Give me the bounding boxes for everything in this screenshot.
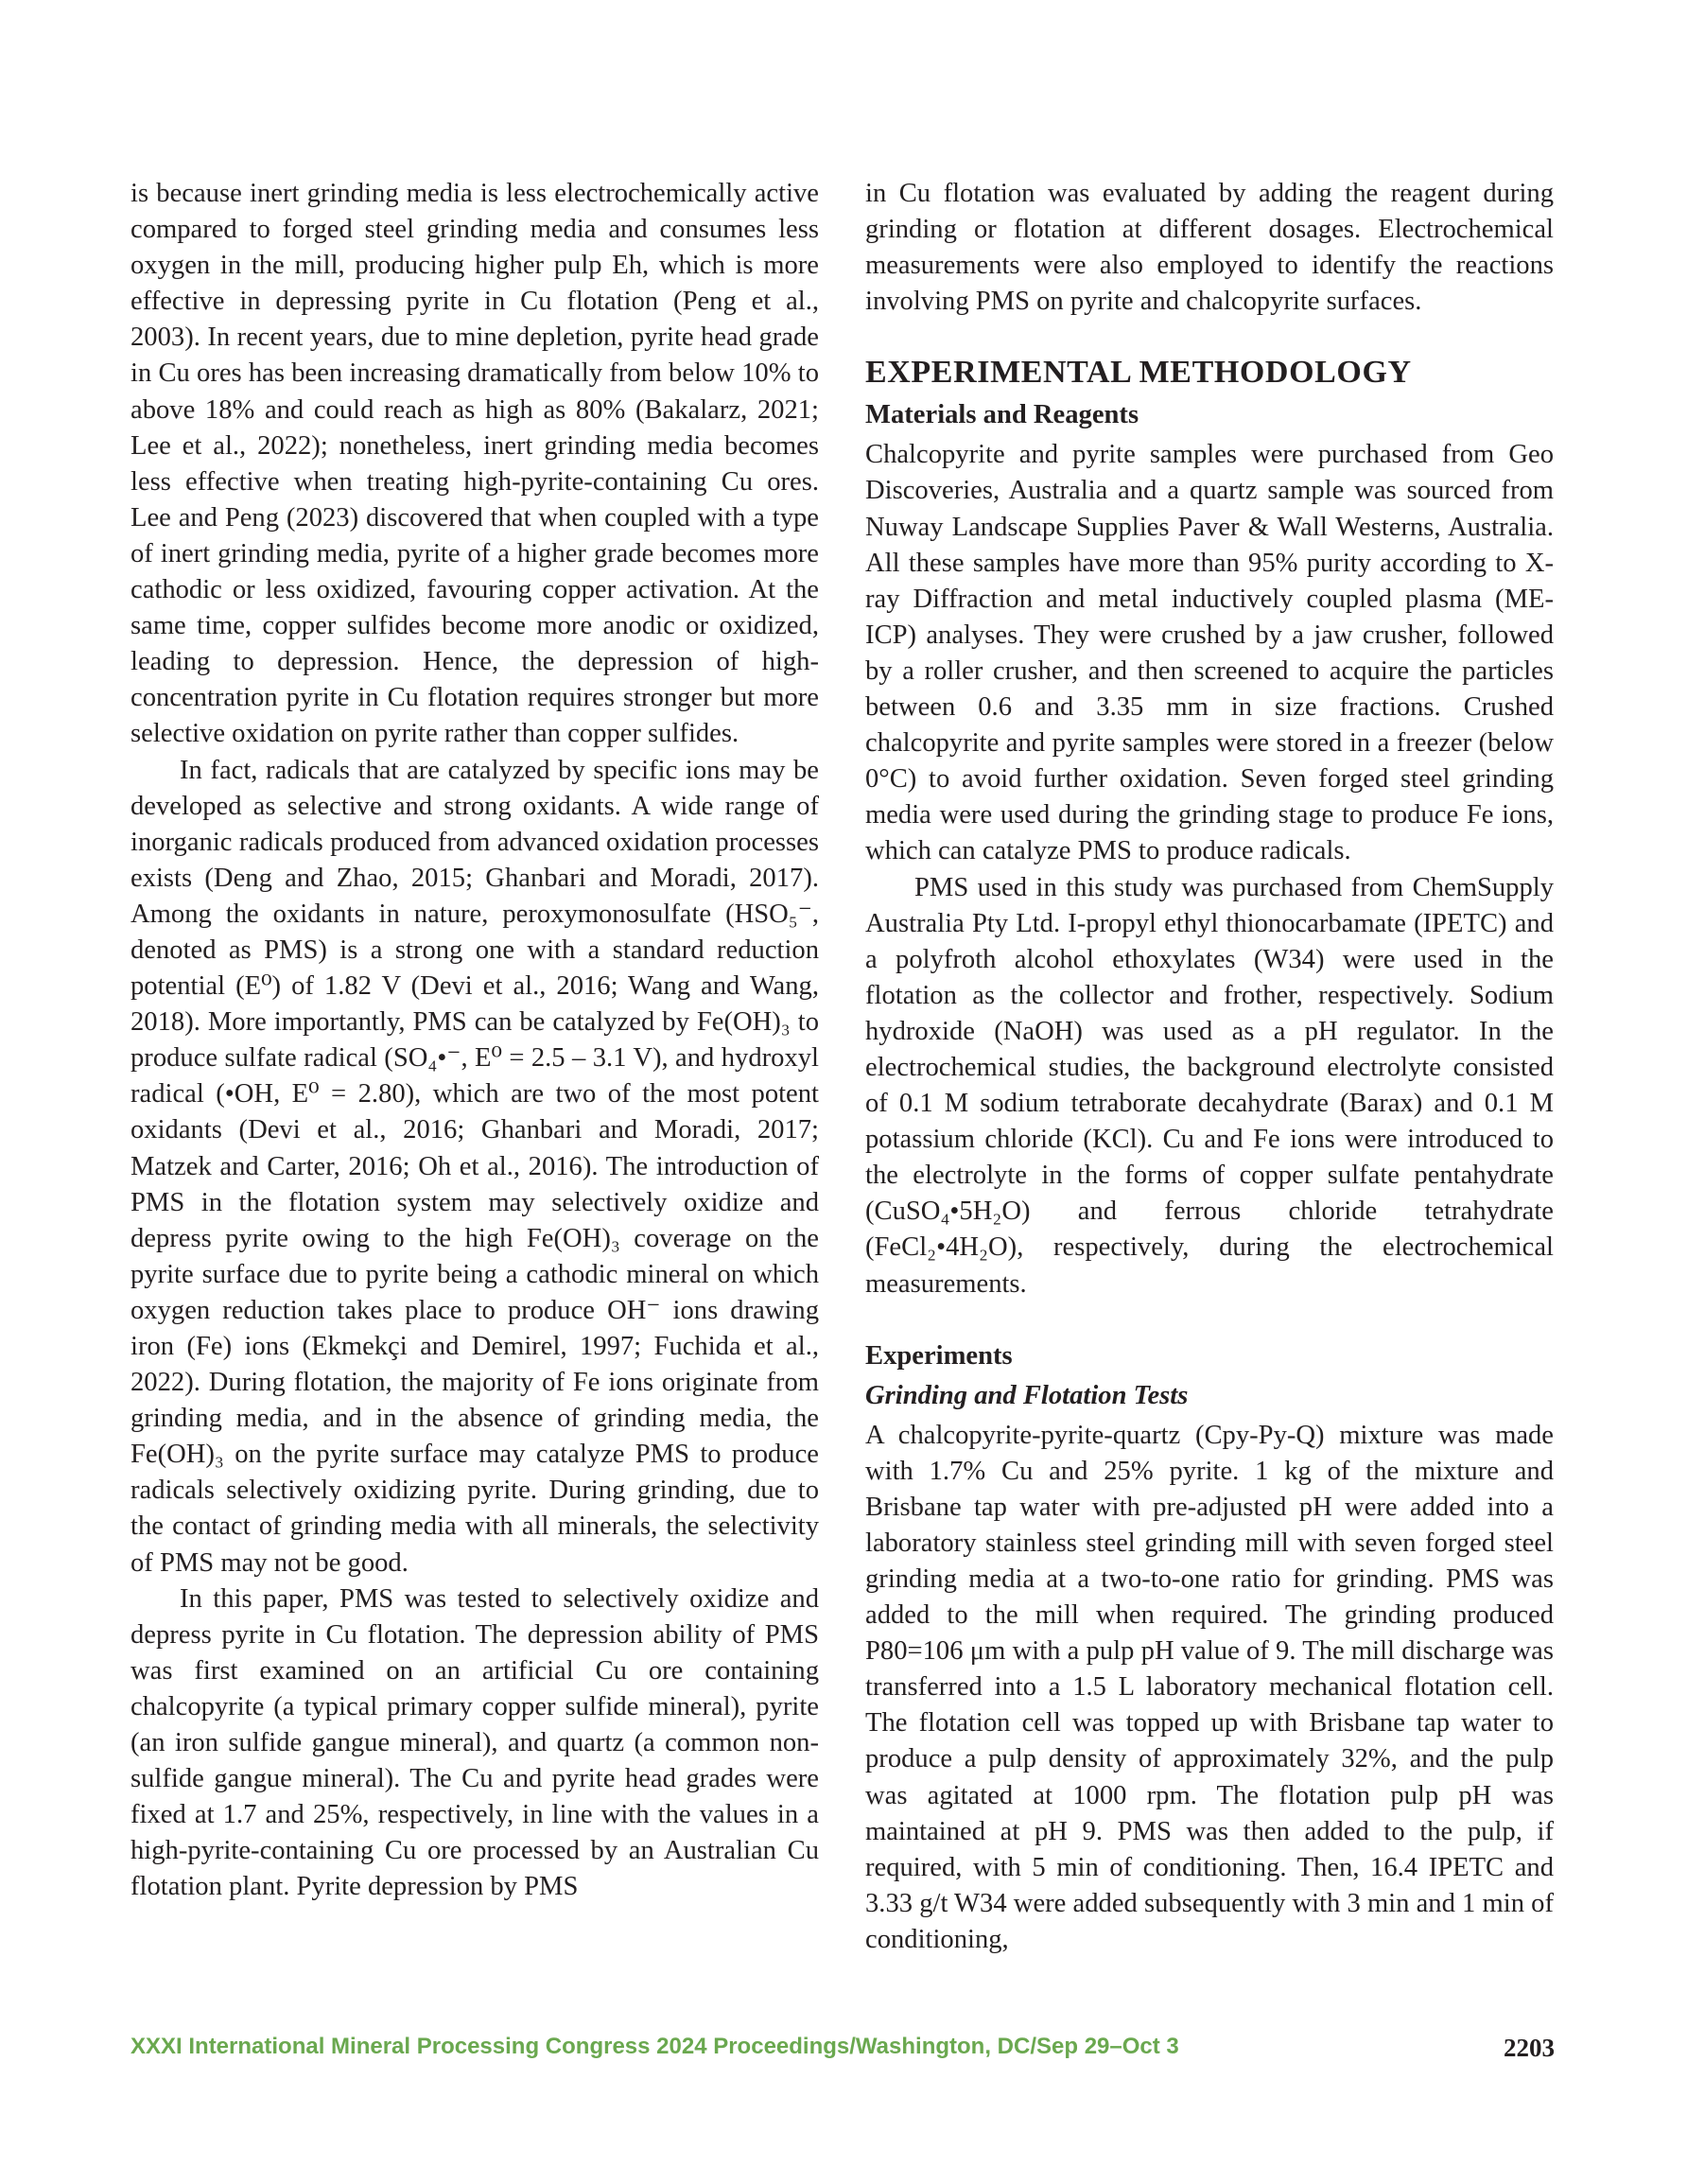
body-paragraph: In this paper, PMS was tested to selectively oxidize and depress pyrite in Cu flotation. The depression ability of PMS was first examined on an artificial Cu ore containing chalcopyrite (a typical primary copper sulfide mineral), pyrite (an iron sulfide gangue mineral), and quartz (a common non-sulfide gangue mineral). The Cu and pyrite head grades were fixed at 1.7 and 25%, respectively, in line with the values in a high-pyrite-containing Cu ore processed by an Australian Cu flotation plant. Pyrite depression by PMS	[130, 1583, 819, 1902]
subsection-heading: Materials and Reagents	[865, 400, 1139, 430]
page-number: 2203	[1504, 2034, 1555, 2062]
section-heading: EXPERIMENTAL METHODOLOGY	[865, 355, 1412, 391]
conference-footer-text: XXXI International Mineral Processing Congress 2024 Proceedings/Washington, DC/Sep 29–Oct 3	[130, 2034, 1179, 2059]
left-column	[130, 176, 819, 1906]
body-paragraph: PMS used in this study was purchased from ChemSupply Australia Pty Ltd. I-propyl ethyl thionocarbamate (IPETC) and a polyfroth alcohol ethoxylates (W34) were used in the flotation as the collector and frother, respectively. Sodium hydroxide (NaOH) was used as a pH regulator. In the electrochemical studies, the background electrolyte consisted of 0.1 M sodium tetraborate decahydrate (Barax) and 0.1 M potassium chloride (KCl). Cu and Fe ions were introduced to the electrolyte in the forms of copper sulfate pentahydrate (CuSO₄•5H₂O) and ferrous chloride tetrahydrate (FeCl₂•4H₂O), respectively, during the electrochemical measurements.	[865, 872, 1554, 1299]
subsection-heading: Experiments	[865, 1340, 1013, 1371]
page-footer	[130, 2034, 1555, 2071]
right-column	[865, 176, 1554, 1958]
body-paragraph: In fact, radicals that are catalyzed by specific ions may be developed as selective and strong oxidants. A wide range of inorganic radicals produced from advanced oxidation processes exists (Deng and Zhao, 2015; Ghanbari and Moradi, 2017). Among the oxidants in nature, peroxymonosulfate (HSO₅⁻, denoted as PMS) is a strong one with a standard reduction potential (E⁰) of 1.82 V (Devi et al., 2016; Wang and Wang, 2018). More importantly, PMS can be catalyzed by Fe(OH)₃ to produce sulfate radical (SO₄•⁻, E⁰ = 2.5 – 3.1 V), and hydroxyl radical (•OH, E⁰ = 2.80), which are two of the most potent oxidants (Devi et al., 2016; Ghanbari and Moradi, 2017; Matzek and Carter, 2016; Oh et al., 2016). The introduction of PMS in the flotation system may selectively oxidize and depress pyrite owing to the high Fe(OH)₃ coverage on the pyrite surface due to pyrite being a cathodic mineral on which oxygen reduction takes place to produce OH⁻ ions drawing iron (Fe) ions (Ekmekçi and Demirel, 1997; Fuchida et al., 2022). During flotation, the majority of Fe ions originate from grinding media, and in the absence of grinding media, the Fe(OH)₃ on the pyrite surface may catalyze PMS to produce radicals selectively oxidizing pyrite. During grinding, due to the contact of grinding media with all minerals, the selectivity of PMS may not be good.	[130, 755, 819, 1578]
body-paragraph: Chalcopyrite and pyrite samples were purchased from Geo Discoveries, Australia and a quartz sample was sourced from Nuway Landscape Supplies Paver & Wall Westerns, Australia. All these samples have more than 95% purity according to X-ray Diffraction and metal inductively coupled plasma (ME-ICP) analyses. They were crushed by a jaw crusher, followed by a roller crusher, and then screened to acquire the particles between 0.6 and 3.35 mm in size fractions. Crushed chalcopyrite and pyrite samples were stored in a freezer (below 0°C) to avoid further oxidation. Seven forged steel grinding media were used during the grinding stage to produce Fe ions, which can catalyze PMS to produce radicals.	[865, 440, 1554, 866]
body-paragraph: A chalcopyrite-pyrite-quartz (Cpy-Py-Q) mixture was made with 1.7% Cu and 25% pyrite. 1 kg of the mixture and Brisbane tap water with pre-adjusted pH were added into a laboratory stainless steel grinding mill with seven forged steel grinding media at a two-to-one ratio for grinding. PMS was added to the mill when required. The grinding produced P80=106 μm with a pulp pH value of 9. The mill discharge was transferred into a 1.5 L laboratory mechanical flotation cell. The flotation cell was topped up with Brisbane tap water to produce a pulp density of approximately 32%, and the pulp was agitated at 1000 rpm. The flotation pulp pH was maintained at pH 9. PMS was then added to the pulp, if required, with 5 min of conditioning. Then, 16.4 IPETC and 3.33 g/t W34 were added subsequently with 3 min and 1 min of conditioning,	[865, 1420, 1554, 1954]
subsubsection-heading: Grinding and Flotation Tests	[865, 1380, 1189, 1410]
body-paragraph: in Cu flotation was evaluated by adding the reagent during grinding or flotation at different dosages. Electrochemical measurements were also employed to identify the reactions involving PMS on pyrite and chalcopyrite surfaces.	[865, 179, 1554, 317]
body-paragraph: is because inert grinding media is less electrochemically active compared to forged steel grinding media and consumes less oxygen in the mill, producing higher pulp Eh, which is more effective in depressing pyrite in Cu flotation (Peng et al., 2003). In recent years, due to mine depletion, pyrite head grade in Cu ores has been increasing dramatically from below 10% to above 18% and could reach as high as 80% (Bakalarz, 2021; Lee et al., 2022); nonetheless, inert grinding media becomes less effective when treating high-pyrite-containing Cu ores. Lee and Peng (2023) discovered that when coupled with a type of inert grinding media, pyrite of a higher grade becomes more cathodic or less oxidized, favouring copper activation. At the same time, copper sulfides become more anodic or oxidized, leading to depression. Hence, the depression of high-concentration pyrite in Cu flotation requires stronger but more selective oxidation on pyrite rather than copper sulfides.	[130, 179, 819, 749]
